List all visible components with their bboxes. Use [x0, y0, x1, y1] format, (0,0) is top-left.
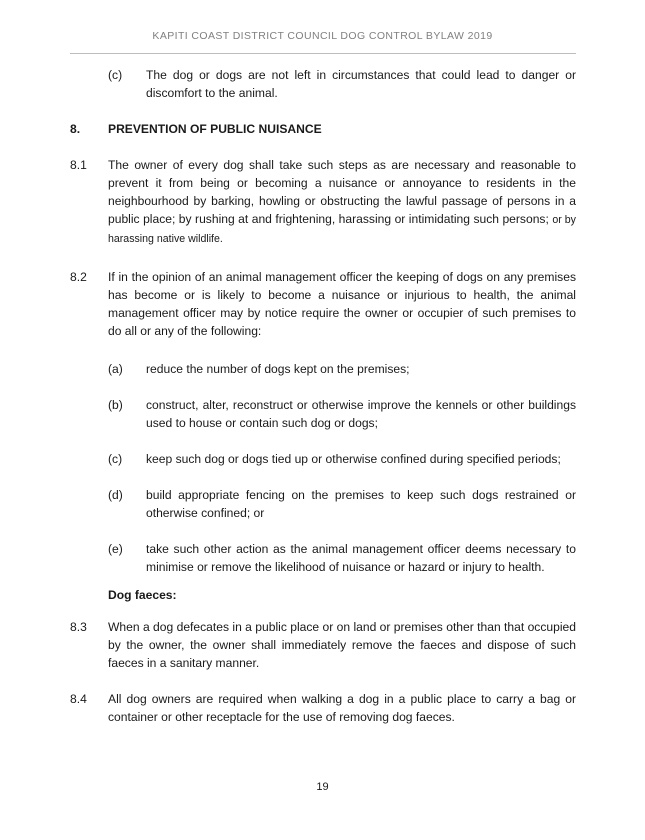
list-item-a: [108, 360, 576, 378]
clause-text-main: The owner of every dog shall take such steps as are necessary and reasonable to prevent it from being or becoming a nuisance or annoyance to residents in the neighbourhood by barking, howling or obstructing the lawful passage of persons in a public place; by rushing at and frightening, harassing or intimidating such persons;: [108, 158, 576, 226]
clause-number: 8.3: [70, 620, 87, 634]
header-divider: [70, 53, 576, 54]
list-item-b: [108, 396, 576, 432]
item-label: (a): [108, 362, 123, 376]
clause-text-tail: or by harassing native wildlife.: [108, 214, 576, 245]
item-label: (d): [108, 488, 123, 502]
list-item-d: [108, 486, 576, 522]
clause-number: 8.1: [70, 158, 87, 172]
item-text: The dog or dogs are not left in circumstances that could lead to danger or discomfort to the animal.: [146, 68, 576, 100]
clause-8-3: [70, 618, 576, 672]
clause-text: When a dog defecates in a public place or on land or premises other than that occupied by the owner, the owner shall immediately remove the faeces and dispose of such faeces in a sanitary manner.: [108, 620, 576, 670]
list-item-e: [108, 540, 576, 576]
clause-8-2: [70, 268, 576, 340]
clause-8-1: [70, 156, 576, 248]
item-text: reduce the number of dogs kept on the premises;: [146, 362, 410, 376]
item-label: (c): [108, 68, 123, 82]
clause-8-4: [70, 690, 576, 726]
section-title: PREVENTION OF PUBLIC NUISANCE: [108, 122, 322, 136]
subheading-text: Dog faeces:: [108, 588, 177, 602]
running-header: KAPITI COAST DISTRICT COUNCIL DOG CONTROL BYLAW 2019: [152, 30, 493, 42]
item-label: (b): [108, 398, 123, 412]
item-text: construct, alter, reconstruct or otherwise improve the kennels or other buildings used to house or contain such dog or dogs;: [146, 398, 576, 430]
list-item-c-top: [108, 66, 576, 102]
item-text: build appropriate fencing on the premises to keep such dogs restrained or otherwise confined; or: [146, 488, 576, 520]
subheading-dog-faeces: [70, 586, 576, 604]
page-content: [70, 66, 576, 726]
item-label: (c): [108, 452, 123, 466]
item-label: (e): [108, 542, 123, 556]
clause-text: If in the opinion of an animal management officer the keeping of dogs on any premises has become or is likely to become a nuisance or injurious to health, the animal management officer may by notice require the owner or occupier of such premises to do all or any of the following:: [108, 270, 576, 338]
clause-text: All dog owners are required when walking a dog in a public place to carry a bag or container or other receptacle for the use of removing dog faeces.: [108, 692, 576, 724]
list-item-c: [108, 450, 576, 468]
page-number: 19: [316, 781, 329, 793]
item-text: take such other action as the animal management officer deems necessary to minimise or remove the likelihood of nuisance or hazard or injury to health.: [146, 542, 576, 574]
section-heading-8: [70, 120, 576, 138]
clause-number: 8.2: [70, 270, 87, 284]
clause-text: [108, 156, 576, 248]
item-text: keep such dog or dogs tied up or otherwise confined during specified periods;: [146, 452, 561, 466]
clause-number: 8.4: [70, 692, 87, 706]
section-number: 8.: [70, 122, 81, 136]
